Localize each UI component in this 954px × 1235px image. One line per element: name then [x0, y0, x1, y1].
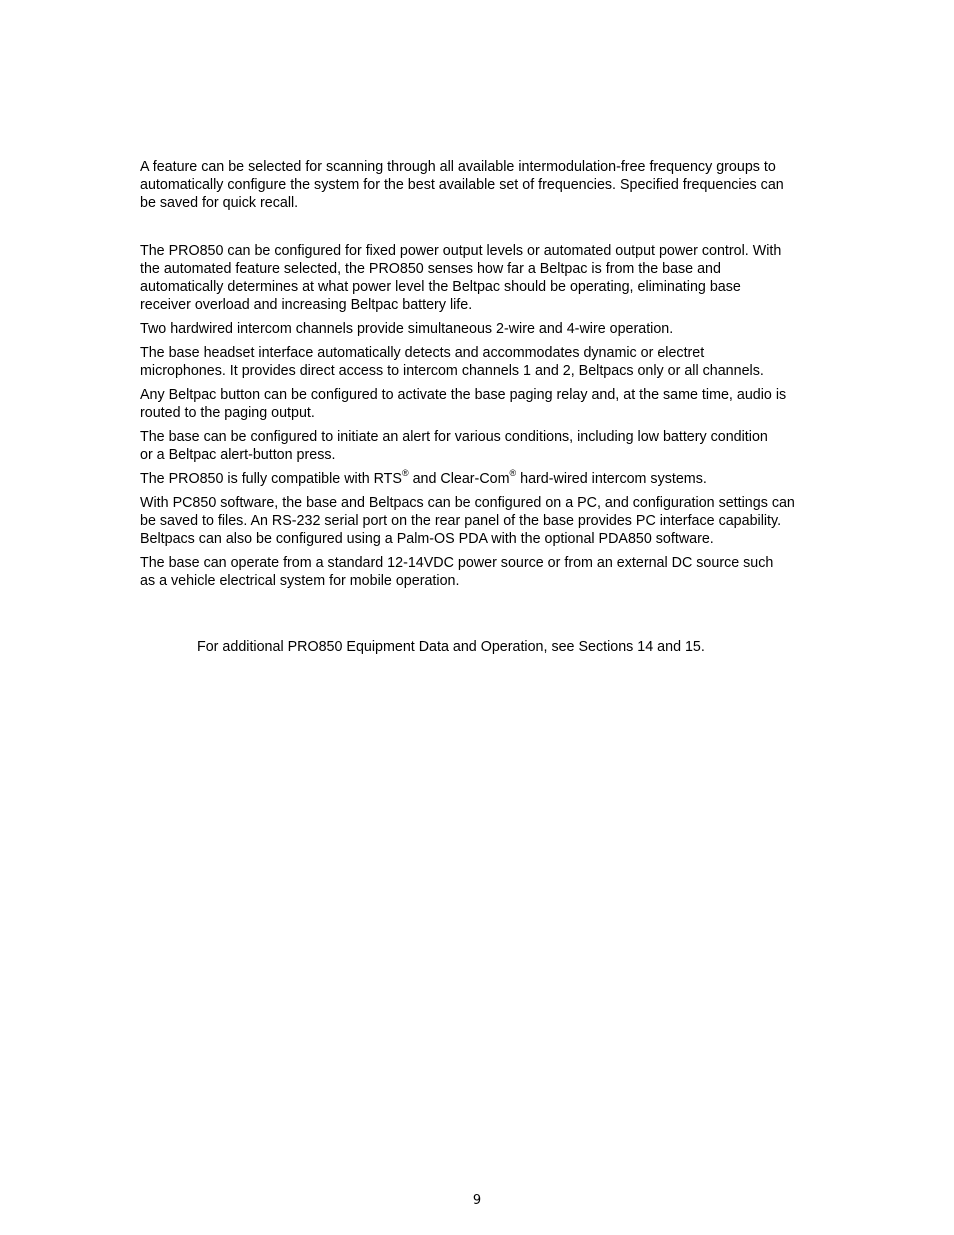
paragraph-intercom-channels	[140, 320, 862, 338]
text-line: The base can operate from a standard 12-14VDC power source or from an external DC source such	[140, 555, 774, 571]
text-line: the automated feature selected, the PRO850 senses how far a Beltpac is from the base and	[140, 261, 721, 277]
text-line: The PRO850 can be configured for fixed power output levels or automated output power control. With	[140, 243, 782, 259]
paragraph-frequency-scanning	[140, 158, 862, 212]
text-line: A feature can be selected for scanning through all available intermodulation-free frequency groups to	[140, 159, 776, 175]
paragraph-alert	[140, 428, 862, 464]
compat-text-part: The PRO850 is fully compatible with RTS	[140, 471, 402, 487]
paragraph-paging	[140, 386, 862, 422]
text-line: Any Beltpac button can be configured to activate the base paging relay and, at the same time, audio is	[140, 387, 787, 403]
text-line: With PC850 software, the base and Beltpacs can be configured on a PC, and configuration settings can	[140, 495, 795, 511]
text-line: as a vehicle electrical system for mobile operation.	[140, 573, 460, 589]
paragraph-compatibility	[140, 470, 862, 488]
compat-text-part: and Clear-Com	[408, 471, 510, 487]
section-reference-note: For additional PRO850 Equipment Data and Operation, see Sections 14 and 15.	[197, 639, 705, 655]
text-line	[140, 470, 862, 488]
registered-mark: ®	[401, 468, 409, 479]
text-line: automatically configure the system for the best available set of frequencies. Specified frequencies can	[140, 177, 784, 193]
text-line: Two hardwired intercom channels provide simultaneous 2-wire and 4-wire operation.	[140, 321, 674, 337]
text-line: The base headset interface automatically detects and accommodates dynamic or electret	[140, 345, 705, 361]
text-line: routed to the paging output.	[140, 405, 315, 421]
text-line: microphones. It provides direct access to intercom channels 1 and 2, Beltpacs only or all channels.	[140, 363, 764, 379]
paragraph-power-source	[140, 554, 862, 590]
text-line: be saved for quick recall.	[140, 195, 299, 211]
text-line: receiver overload and increasing Beltpac battery life.	[140, 297, 473, 313]
text-line: Beltpacs can also be configured using a Palm-OS PDA with the optional PDA850 software.	[140, 531, 714, 547]
text-line: automatically determines at what power level the Beltpac should be operating, eliminating base	[140, 279, 741, 295]
paragraph-headset-interface	[140, 344, 862, 380]
text-line: be saved to files. An RS-232 serial port on the rear panel of the base provides PC interface capability.	[140, 513, 782, 529]
paragraph-power-control	[140, 242, 862, 314]
registered-mark: ®	[509, 468, 517, 479]
page-number: 9	[472, 1193, 482, 1208]
text-line: The base can be configured to initiate an alert for various conditions, including low battery condition	[140, 429, 768, 445]
text-line: or a Beltpac alert-button press.	[140, 447, 336, 463]
compat-text-part: hard-wired intercom systems.	[516, 471, 707, 487]
paragraph-pc-software	[140, 494, 862, 548]
